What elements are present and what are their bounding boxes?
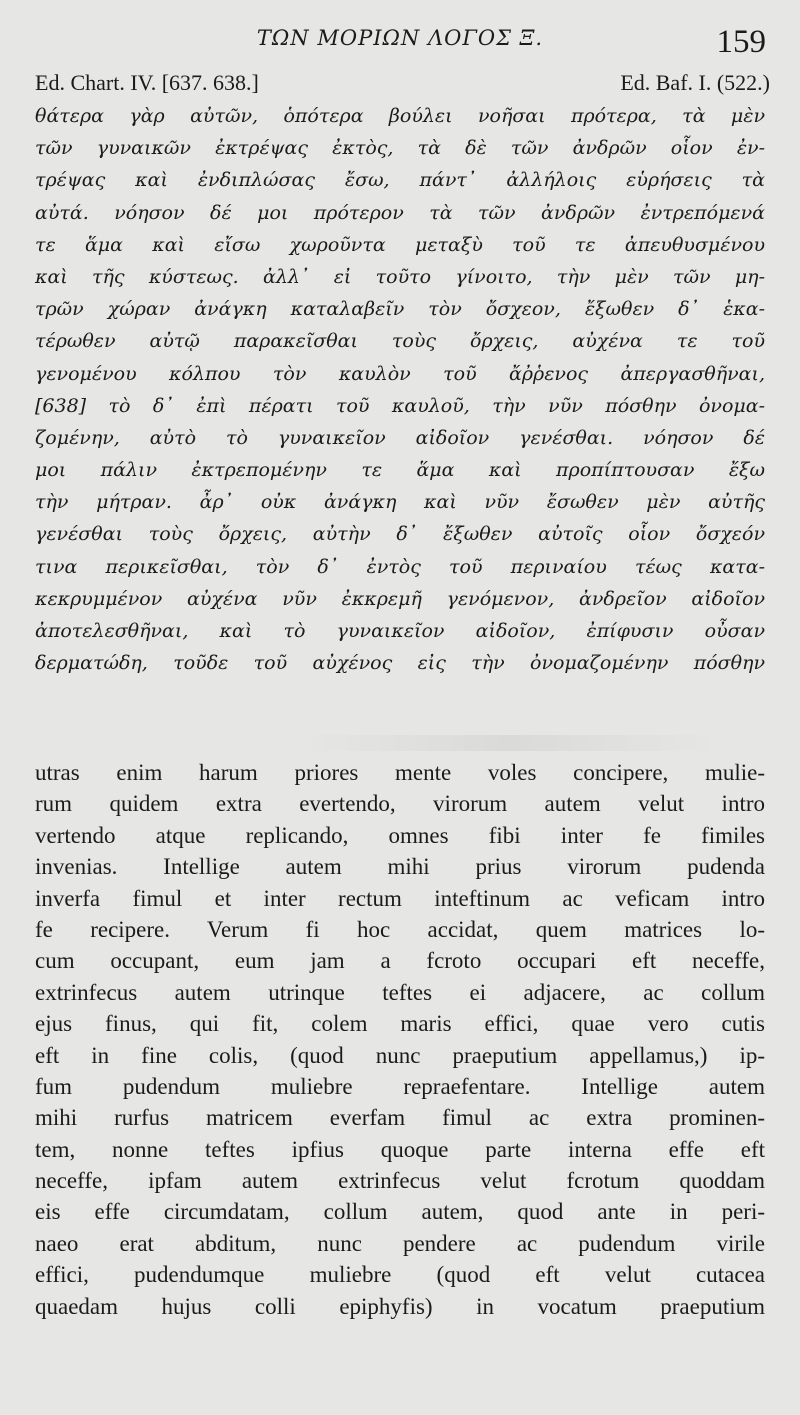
greek-text-line: γενομένου κόλπου τὸν καυλὸν τοῦ ἄῤῥενος ἀπεργασθῆναι, <box>35 362 765 385</box>
latin-text-line: ejus finus, qui fit, colem maris effici, quae vero cutis <box>35 1011 765 1037</box>
greek-text-line: [638] τὸ δ᾽ ἐπὶ πέρατι τοῦ καυλοῦ, τὴν νῦν πόσθην ὀνομα- <box>35 394 765 417</box>
latin-text-line: effici, pudendumque muliebre (quod eft velut cutacea <box>35 1262 765 1288</box>
latin-text-line: neceffe, ipfam autem extrinfecus velut fcrotum quoddam <box>35 1168 765 1194</box>
latin-text-line: invenias. Intellige autem mihi prius virorum pudenda <box>35 854 765 880</box>
running-head: ΤΩΝ ΜΟΡΙΩΝ ΛΟΓΟΣ Ξ. <box>256 26 544 50</box>
edition-references <box>35 70 770 100</box>
greek-text-line: γενέσθαι τοὺς ὄρχεις, αὐτὴν δ᾽ ἔξωθεν αὐτοῖς οἷον ὄσχεόν <box>35 523 765 546</box>
greek-text-block <box>35 100 765 679</box>
latin-text-line: naeo erat abditum, nunc pendere ac pudendum virile <box>35 1230 765 1256</box>
latin-text-line: tem, nonne teftes ipfius quoque parte interna effe eft <box>35 1136 765 1162</box>
greek-text-line: τρέψας καὶ ἐνδιπλώσας ἔσω, πάντ᾽ ἀλλήλοις εὑρήσεις τὰ <box>35 169 765 192</box>
greek-text-line: τὴν μήτραν. ἆρ᾽ οὐκ ἀνάγκη καὶ νῦν ἔσωθεν μὲν αὐτῆς <box>35 491 765 514</box>
latin-text-line: eft in fine colis, (quod nunc praeputium appellamus,) ip- <box>35 1042 765 1068</box>
greek-text-line: δερματώδη, τοῦδε τοῦ αὐχένος εἰς τὴν ὀνομαζομένην πόσθην <box>35 652 765 675</box>
latin-text-line: inverfa fimul et inter rectum inteftinum ac veficam intro <box>35 885 765 911</box>
greek-text-line: θάτερα γὰρ αὐτῶν, ὁπότερα βούλει νοῆσαι πρότερα, τὰ μὲν <box>35 105 765 127</box>
greek-text-line: τέρωθεν αὐτῷ παρακεῖσθαι τοὺς ὄρχεις, αὐχένα τε τοῦ <box>35 330 765 353</box>
page-number: 159 <box>716 24 766 60</box>
edition-chart-reference: Ed. Chart. IV. [637. 638.] <box>35 70 259 95</box>
greek-text-line: ἀποτελεσθῆναι, καὶ τὸ γυναικεῖον αἰδοῖον, ἐπίφυσιν οὖσαν <box>35 620 765 642</box>
latin-text-block <box>35 757 765 1322</box>
latin-text-line: fum pudendum muliebre repraefentare. Intellige autem <box>35 1073 765 1099</box>
greek-text-line: καὶ τῆς κύστεως. ἀλλ᾽ εἰ τοῦτο γίνοιτο, τὴν μὲν τῶν μη- <box>35 265 765 288</box>
greek-text-line: τινα περικεῖσθαι, τὸν δ᾽ ἐντὸς τοῦ περιναίου τέως κατα- <box>35 555 765 578</box>
greek-text-line: τε ἅμα καὶ εἴσω χωροῦντα μεταξὺ τοῦ τε ἀπευθυσμένου <box>35 233 765 256</box>
greek-text-line: τῶν γυναικῶν ἐκτρέψας ἐκτὸς, τὰ δὲ τῶν ἀνδρῶν οἷον ἐν- <box>35 137 765 160</box>
latin-text-line: extrinfecus autem utrinque teftes ei adjacere, ac collum <box>35 979 765 1005</box>
latin-text-line: rum quidem extra evertendo, virorum autem velut intro <box>35 791 765 817</box>
greek-text-line: αὐτά. νόησον δέ μοι πρότερον τὰ τῶν ἀνδρῶν ἐντρεπόμενά <box>35 201 765 224</box>
latin-text-line: utras enim harum priores mente voles concipere, mulie- <box>35 760 765 785</box>
latin-text-line: mihi rurfus matricem everfam fimul ac extra prominen- <box>35 1105 765 1131</box>
greek-text-line: μοι πάλιν ἐκτρεπομένην τε ἅμα καὶ προπίπτουσαν ἔξω <box>35 459 765 482</box>
show-through-shadow <box>300 735 720 751</box>
latin-text-line: cum occupant, eum jam a fcroto occupari eft neceffe, <box>35 948 765 974</box>
greek-text-line: ζομένην, αὐτὸ τὸ γυναικεῖον αἰδοῖον γενέσθαι. νόησον δέ <box>35 426 765 449</box>
latin-text-line: eis effe circumdatam, collum autem, quod ante in peri- <box>35 1199 765 1225</box>
greek-text-line: τρῶν χώραν ἀνάγκη καταλαβεῖν τὸν ὄσχεον, ἔξωθεν δ᾽ ἑκα- <box>35 298 765 321</box>
greek-text-line: κεκρυμμένον αὐχένα νῦν ἐκκρεμῆ γενόμενον, ἀνδρεῖον αἰδοῖον <box>35 587 765 610</box>
latin-text-line: quaedam hujus colli epiphyfis) in vocatum praeputium <box>35 1293 765 1319</box>
edition-basel-reference: Ed. Baf. I. (522.) <box>620 70 770 95</box>
latin-text-line: fe recipere. Verum fi hoc accidat, quem matrices lo- <box>35 916 765 942</box>
latin-text-line: vertendo atque replicando, omnes fibi inter fe fimiles <box>35 822 765 848</box>
